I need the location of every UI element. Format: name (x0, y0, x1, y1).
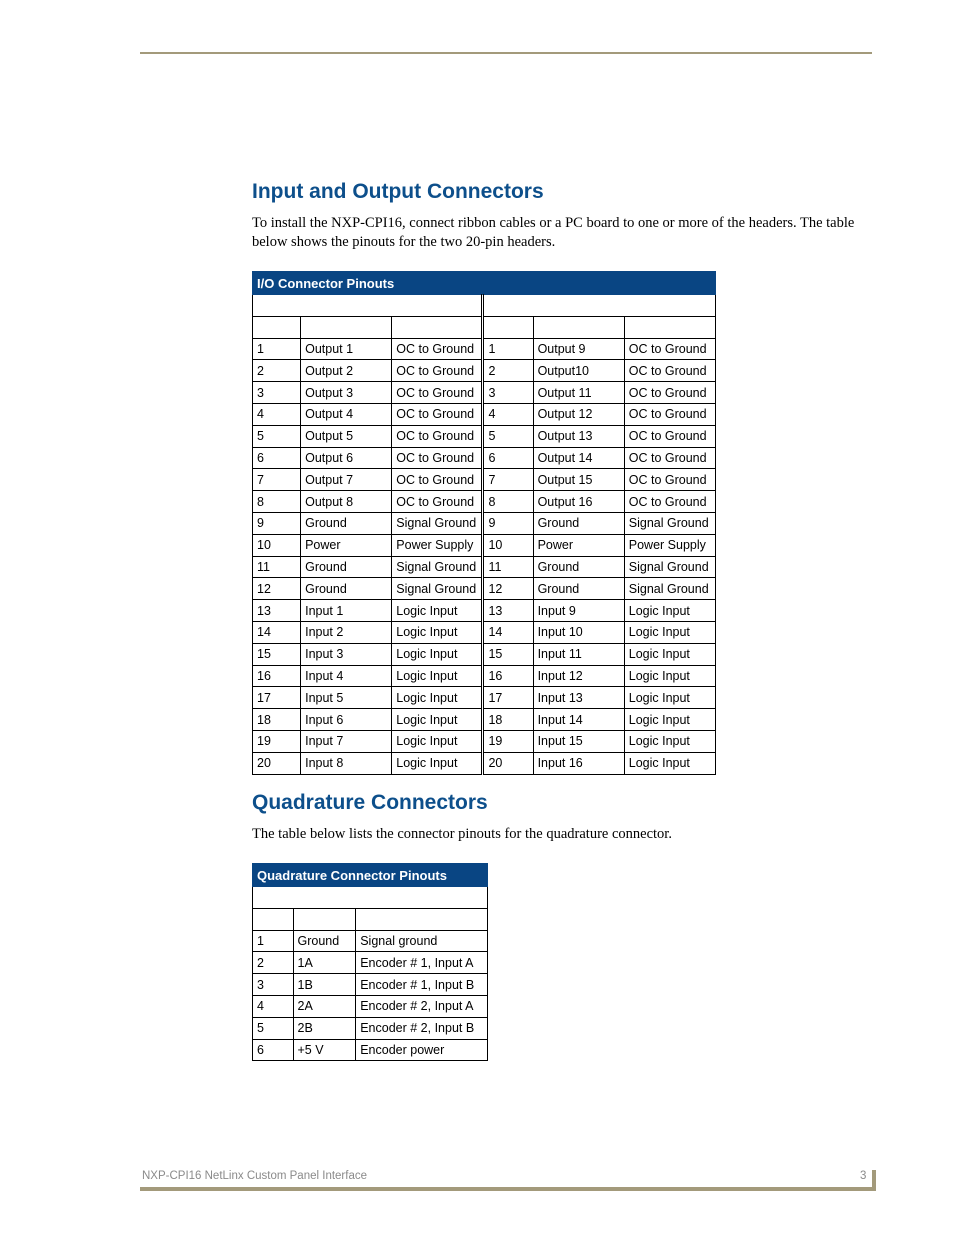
io-table-row-cell: 6 (483, 447, 533, 469)
io-table-row (253, 403, 716, 425)
quad-table-row-cell: Encoder power (356, 1039, 488, 1061)
quad-table-row-cell: 2 (253, 952, 294, 974)
io-table-row-cell: 19 (253, 730, 301, 752)
io-table-row-cell: Logic Input (392, 752, 483, 774)
io-table-row-cell: 7 (253, 469, 301, 491)
io-table-row-cell: Input 3 (301, 643, 392, 665)
io-table-row-cell: Signal Ground (624, 556, 715, 578)
io-table-row (253, 447, 716, 469)
io-table-row-cell: 7 (483, 469, 533, 491)
io-table-row-cell: Logic Input (392, 665, 483, 687)
quad-table-row-cell: 6 (253, 1039, 294, 1061)
io-table-row-cell: Output 16 (533, 491, 624, 513)
io-table-row-cell: Input 13 (533, 687, 624, 709)
io-table-title: I/O Connector Pinouts (253, 272, 716, 295)
io-table-row-cell: Logic Input (624, 687, 715, 709)
io-table-row (253, 512, 716, 534)
io-paragraph: To install the NXP-CPI16, connect ribbon cables or a PC board to one or more of the headers. The table below shows the pinouts for the two 20-pin headers. (252, 215, 855, 250)
quad-table-row-cell: 5 (253, 1017, 294, 1039)
io-table-row (253, 491, 716, 513)
io-table-row-cell: 3 (483, 382, 533, 404)
quad-table-row-cell: Ground (293, 930, 356, 952)
io-table-row-cell: Ground (533, 556, 624, 578)
io-table-row-cell: Output10 (533, 360, 624, 382)
io-table-row-cell: Logic Input (392, 600, 483, 622)
io-table-row-cell: Signal Ground (624, 512, 715, 534)
io-table-row-cell: 5 (483, 425, 533, 447)
io-table-row-cell: Input 14 (533, 709, 624, 731)
quad-table-subheader-cell (253, 908, 294, 930)
io-table-row-cell: Logic Input (392, 687, 483, 709)
io-table-row-cell: 4 (483, 403, 533, 425)
io-table-row-cell: 12 (483, 578, 533, 600)
io-table-row-cell: 13 (483, 600, 533, 622)
io-table-row (253, 578, 716, 600)
io-table-row-cell: Logic Input (392, 621, 483, 643)
quad-table-row-cell: 4 (253, 995, 294, 1017)
io-table-row-cell: Input 12 (533, 665, 624, 687)
io-table-row-cell: Logic Input (624, 643, 715, 665)
io-table-row-cell: 10 (253, 534, 301, 556)
footer-title: NXP-CPI16 NetLinx Custom Panel Interface (142, 1170, 367, 1182)
quad-table-row-cell: Encoder # 2, Input A (356, 995, 488, 1017)
io-table-row-cell: 4 (253, 403, 301, 425)
io-table-row-cell: 14 (483, 621, 533, 643)
page-number: 3 (860, 1170, 867, 1182)
io-table-row-cell: Input 4 (301, 665, 392, 687)
io-table-subheader-cell (392, 316, 483, 338)
io-table-header-cell (253, 295, 483, 317)
io-table-row (253, 534, 716, 556)
io-table-row (253, 556, 716, 578)
io-table-row-cell: Output 5 (301, 425, 392, 447)
io-table-row-cell: 16 (253, 665, 301, 687)
quad-table-row (253, 995, 488, 1017)
io-table-subheader-cell (624, 316, 715, 338)
io-table-row-cell: 1 (483, 338, 533, 360)
io-connector-table (252, 271, 716, 775)
io-table-row-cell: Logic Input (624, 752, 715, 774)
io-table-row-cell: 10 (483, 534, 533, 556)
io-table-row-cell: Output 15 (533, 469, 624, 491)
quad-table-subheader-cell (293, 908, 356, 930)
io-table-row-cell: 11 (483, 556, 533, 578)
footer-corner-rule (872, 1170, 876, 1191)
io-table-row-cell: OC to Ground (624, 491, 715, 513)
io-table-row-cell: Input 11 (533, 643, 624, 665)
io-table-row-cell: 17 (253, 687, 301, 709)
io-table-row-cell: Input 1 (301, 600, 392, 622)
io-table-header-cell (483, 295, 716, 317)
quad-table-row-cell: Signal ground (356, 930, 488, 952)
io-table-row-cell: 15 (253, 643, 301, 665)
io-table-row-cell: Input 9 (533, 600, 624, 622)
io-table-row (253, 469, 716, 491)
quad-table-row-cell: Encoder # 1, Input A (356, 952, 488, 974)
io-table-row-cell: Output 14 (533, 447, 624, 469)
io-table-row-cell: OC to Ground (624, 469, 715, 491)
io-table-row-cell: Ground (301, 556, 392, 578)
io-table-row (253, 687, 716, 709)
io-table-row-cell: OC to Ground (624, 382, 715, 404)
io-table-row-cell: Signal Ground (392, 512, 483, 534)
io-table-row (253, 425, 716, 447)
io-table-row-cell: Output 9 (533, 338, 624, 360)
io-table-row-cell: OC to Ground (624, 447, 715, 469)
io-table-row-cell: 1 (253, 338, 301, 360)
quad-table-header-cell (253, 887, 488, 909)
io-table-row (253, 621, 716, 643)
footer-rule (140, 1187, 876, 1191)
io-table-row (253, 730, 716, 752)
io-table-row-cell: Logic Input (392, 730, 483, 752)
quad-table-row-cell: 2A (293, 995, 356, 1017)
io-table-row-cell: OC to Ground (624, 425, 715, 447)
io-table-row (253, 600, 716, 622)
quad-table-subheader-cell (356, 908, 488, 930)
io-table-row-cell: Ground (533, 578, 624, 600)
quad-table-row (253, 952, 488, 974)
quad-heading: Quadrature Connectors (252, 791, 488, 814)
io-table-title-row (253, 272, 716, 295)
io-table-row-cell: Logic Input (624, 709, 715, 731)
io-heading: Input and Output Connectors (252, 180, 544, 203)
io-table-row-cell: Signal Ground (624, 578, 715, 600)
io-table-row (253, 382, 716, 404)
io-table-row-cell: OC to Ground (624, 403, 715, 425)
io-table-row-cell: Ground (301, 578, 392, 600)
io-table-row-cell: OC to Ground (392, 403, 483, 425)
quad-table-title: Quadrature Connector Pinouts (253, 864, 488, 887)
io-table-row-cell: Output 7 (301, 469, 392, 491)
io-table-row-cell: 18 (483, 709, 533, 731)
io-table-row-cell: Signal Ground (392, 556, 483, 578)
quad-table-row-cell: Encoder # 1, Input B (356, 974, 488, 996)
io-table-row-cell: OC to Ground (624, 338, 715, 360)
io-table-row-cell: 9 (483, 512, 533, 534)
io-table-row-cell: Output 8 (301, 491, 392, 513)
io-table-subheader-cell (533, 316, 624, 338)
io-table-subheader-cell (253, 316, 301, 338)
io-table-row-cell: OC to Ground (392, 382, 483, 404)
io-table-row-cell: 18 (253, 709, 301, 731)
io-table-row-cell: Logic Input (624, 665, 715, 687)
io-table-row-cell: Power (301, 534, 392, 556)
quad-table-row-cell: 1B (293, 974, 356, 996)
io-table-row-cell: Power Supply (392, 534, 483, 556)
quad-table-row-cell: 2B (293, 1017, 356, 1039)
io-table-row-cell: Power Supply (624, 534, 715, 556)
quad-table-row-cell: 3 (253, 974, 294, 996)
io-table-row-cell: 2 (253, 360, 301, 382)
io-table-row-cell: Input 7 (301, 730, 392, 752)
io-table-row-cell: Input 2 (301, 621, 392, 643)
io-table-row-cell: 14 (253, 621, 301, 643)
io-table-row (253, 665, 716, 687)
header-rule (140, 52, 872, 54)
io-table-row (253, 709, 716, 731)
io-table-row-cell: 3 (253, 382, 301, 404)
io-table-row-cell: Signal Ground (392, 578, 483, 600)
io-table-row (253, 360, 716, 382)
io-table-row (253, 752, 716, 774)
io-table-row-cell: OC to Ground (624, 360, 715, 382)
io-table-row-cell: Input 8 (301, 752, 392, 774)
io-table-row-cell: Input 16 (533, 752, 624, 774)
io-table-row-cell: OC to Ground (392, 425, 483, 447)
io-table-row-cell: 8 (483, 491, 533, 513)
quad-table-row (253, 1039, 488, 1061)
io-table-row-cell: Output 3 (301, 382, 392, 404)
io-table-row (253, 338, 716, 360)
io-table-row-cell: OC to Ground (392, 447, 483, 469)
io-table-row-cell: 5 (253, 425, 301, 447)
io-table-row-cell: Logic Input (624, 730, 715, 752)
io-table-row-cell: Logic Input (624, 621, 715, 643)
io-table-subheader-cell (301, 316, 392, 338)
io-table-row-cell: 2 (483, 360, 533, 382)
quad-table-row-cell: Encoder # 2, Input B (356, 1017, 488, 1039)
io-table-row-cell: 20 (483, 752, 533, 774)
io-table-row-cell: OC to Ground (392, 469, 483, 491)
io-table-row-cell: 11 (253, 556, 301, 578)
quad-table-subheader-row (253, 908, 488, 930)
io-table-row-cell: OC to Ground (392, 360, 483, 382)
quad-table-row-cell: 1A (293, 952, 356, 974)
quad-table-row (253, 974, 488, 996)
io-table-row-cell: Output 1 (301, 338, 392, 360)
io-table-row-cell: 12 (253, 578, 301, 600)
quad-table-row-cell: 1 (253, 930, 294, 952)
quad-table-row (253, 930, 488, 952)
quad-table-title-row (253, 864, 488, 887)
io-table-row-cell: Logic Input (624, 600, 715, 622)
io-table-row-cell: 6 (253, 447, 301, 469)
io-table-row-cell: 19 (483, 730, 533, 752)
io-table-row (253, 643, 716, 665)
io-table-row-cell: Logic Input (392, 709, 483, 731)
quad-table-header-row (253, 887, 488, 909)
io-table-row-cell: Ground (301, 512, 392, 534)
quad-paragraph: The table below lists the connector pinouts for the quadrature connector. (252, 826, 672, 842)
quad-table-row-cell: +5 V (293, 1039, 356, 1061)
io-table-row-cell: 17 (483, 687, 533, 709)
io-table-row-cell: Output 4 (301, 403, 392, 425)
io-table-row-cell: Input 15 (533, 730, 624, 752)
io-table-row-cell: 16 (483, 665, 533, 687)
io-table-row-cell: Logic Input (392, 643, 483, 665)
io-table-row-cell: 8 (253, 491, 301, 513)
io-table-row-cell: OC to Ground (392, 338, 483, 360)
io-table-row-cell: Power (533, 534, 624, 556)
io-table-row-cell: Output 11 (533, 382, 624, 404)
io-table-header-row (253, 295, 716, 317)
io-table-row-cell: Input 10 (533, 621, 624, 643)
io-table-row-cell: 15 (483, 643, 533, 665)
io-table-row-cell: Ground (533, 512, 624, 534)
quadrature-connector-table (252, 863, 488, 1061)
io-table-row-cell: 13 (253, 600, 301, 622)
io-table-row-cell: Output 12 (533, 403, 624, 425)
io-table-subheader-row (253, 316, 716, 338)
io-table-subheader-cell (483, 316, 533, 338)
io-table-row-cell: Input 5 (301, 687, 392, 709)
io-table-row-cell: Output 13 (533, 425, 624, 447)
io-table-row-cell: 9 (253, 512, 301, 534)
io-table-row-cell: Output 6 (301, 447, 392, 469)
io-table-row-cell: Input 6 (301, 709, 392, 731)
io-table-row-cell: OC to Ground (392, 491, 483, 513)
io-table-row-cell: 20 (253, 752, 301, 774)
quad-table-row (253, 1017, 488, 1039)
io-table-row-cell: Output 2 (301, 360, 392, 382)
